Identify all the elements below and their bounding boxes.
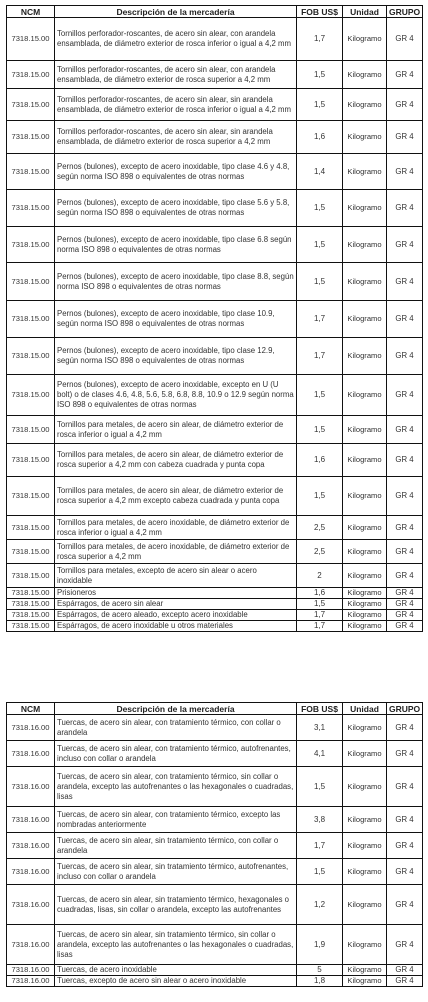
unit-cell: Kilogramo	[343, 621, 387, 632]
unit-cell: Kilogramo	[343, 767, 387, 807]
table-row	[7, 18, 423, 61]
ncm-cell: 7318.15.00	[7, 154, 55, 190]
group-cell: GR 4	[387, 588, 423, 599]
ncm-cell: 7318.15.00	[7, 375, 55, 416]
table-row	[7, 621, 423, 632]
description-cell: Pernos (bulones), excepto de acero inoxidable, tipo clase 8.8, según norma ISO 898 o equivalentes de otras normas	[55, 263, 297, 301]
ncm-cell: 7318.16.00	[7, 833, 55, 859]
description-cell: Tuercas, de acero sin alear, sin tratamiento térmico, con collar o arandela	[55, 833, 297, 859]
group-cell: GR 4	[387, 121, 423, 154]
group-cell: GR 4	[387, 540, 423, 564]
unit-cell: Kilogramo	[343, 301, 387, 338]
description-cell: Tornillos para metales, de acero inoxidable, de diámetro exterior de rosca superior a 4,2 mm	[55, 540, 297, 564]
ncm-cell: 7318.16.00	[7, 925, 55, 965]
unit-cell: Kilogramo	[343, 540, 387, 564]
group-cell: GR 4	[387, 190, 423, 227]
fob-cell: 4,1	[297, 741, 343, 767]
unit-cell: Kilogramo	[343, 338, 387, 375]
table-row	[7, 807, 423, 833]
group-cell: GR 4	[387, 599, 423, 610]
ncm-cell: 7318.16.00	[7, 767, 55, 807]
unit-cell: Kilogramo	[343, 516, 387, 540]
table-row	[7, 885, 423, 925]
table-row	[7, 925, 423, 965]
fob-cell: 1,5	[297, 375, 343, 416]
fob-cell: 1,2	[297, 885, 343, 925]
description-cell: Tuercas, de acero sin alear, con tratamiento térmico, con collar o arandela	[55, 715, 297, 741]
group-cell: GR 4	[387, 477, 423, 516]
ncm-cell: 7318.15.00	[7, 190, 55, 227]
unit-cell: Kilogramo	[343, 715, 387, 741]
header-unidad: Unidad	[343, 703, 387, 715]
header-ncm: NCM	[7, 703, 55, 715]
ncm-cell: 7318.15.00	[7, 301, 55, 338]
group-cell: GR 4	[387, 807, 423, 833]
header-grupo: GRUPO	[387, 6, 423, 18]
table-row	[7, 89, 423, 121]
description-cell: Tuercas, de acero inoxidable	[55, 965, 297, 976]
ncm-cell: 7318.15.00	[7, 444, 55, 477]
ncm-cell: 7318.15.00	[7, 477, 55, 516]
description-cell: Pernos (bulones), excepto de acero inoxidable, tipo clase 12.9, según norma ISO 898 o equivalentes de otras normas	[55, 338, 297, 375]
fob-cell: 1,5	[297, 61, 343, 89]
fob-cell: 2,5	[297, 516, 343, 540]
table-row	[7, 859, 423, 885]
group-cell: GR 4	[387, 301, 423, 338]
fob-cell: 2,5	[297, 540, 343, 564]
ncm-cell: 7318.15.00	[7, 416, 55, 444]
group-cell: GR 4	[387, 227, 423, 263]
fob-cell: 1,6	[297, 121, 343, 154]
fob-cell: 1,5	[297, 89, 343, 121]
fob-cell: 1,8	[297, 976, 343, 987]
fob-cell: 1,5	[297, 190, 343, 227]
description-cell: Tornillos perforador-roscantes, de acero sin alear, con arandela ensamblada, de diámetro exterior de rosca superior a 4,2 mm	[55, 61, 297, 89]
ncm-cell: 7318.16.00	[7, 741, 55, 767]
fob-cell: 1,7	[297, 18, 343, 61]
ncm-table-7318-15	[6, 5, 423, 632]
unit-cell: Kilogramo	[343, 610, 387, 621]
table-row	[7, 301, 423, 338]
description-cell: Tornillos perforador-roscantes, de acero sin alear, con arandela ensamblada, de diámetro exterior de rosca inferior o igual a 4,2 mm	[55, 18, 297, 61]
unit-cell: Kilogramo	[343, 885, 387, 925]
table-row	[7, 540, 423, 564]
table-row	[7, 976, 423, 987]
unit-cell: Kilogramo	[343, 599, 387, 610]
description-cell: Pernos (bulones), excepto de acero inoxidable, tipo clase 10.9, según norma ISO 898 o equivalentes de otras normas	[55, 301, 297, 338]
table-row	[7, 741, 423, 767]
table-row	[7, 416, 423, 444]
unit-cell: Kilogramo	[343, 859, 387, 885]
unit-cell: Kilogramo	[343, 89, 387, 121]
fob-cell: 1,7	[297, 301, 343, 338]
description-cell: Pernos (bulones), excepto de acero inoxidable, tipo clase 6.8 según norma ISO 898 o equivalentes de otras normas	[55, 227, 297, 263]
ncm-cell: 7318.15.00	[7, 227, 55, 263]
description-cell: Tuercas, de acero sin alear, con tratamiento térmico, sin collar o arandela, excepto las autofrenantes o las hexagonales o cuadradas, lisas	[55, 767, 297, 807]
group-cell: GR 4	[387, 416, 423, 444]
table-row	[7, 767, 423, 807]
unit-cell: Kilogramo	[343, 976, 387, 987]
fob-cell: 1,5	[297, 416, 343, 444]
table-row	[7, 227, 423, 263]
table-row	[7, 965, 423, 976]
fob-cell: 5	[297, 965, 343, 976]
description-cell: Espárragos, de acero aleado, excepto acero inoxidable	[55, 610, 297, 621]
table-row	[7, 190, 423, 227]
description-cell: Prisioneros	[55, 588, 297, 599]
ncm-cell: 7318.15.00	[7, 621, 55, 632]
ncm-cell: 7318.15.00	[7, 121, 55, 154]
unit-cell: Kilogramo	[343, 416, 387, 444]
group-cell: GR 4	[387, 564, 423, 588]
unit-cell: Kilogramo	[343, 121, 387, 154]
ncm-cell: 7318.15.00	[7, 599, 55, 610]
group-cell: GR 4	[387, 375, 423, 416]
fob-cell: 1,5	[297, 263, 343, 301]
table-header-row	[7, 703, 423, 715]
fob-cell: 1,5	[297, 599, 343, 610]
ncm-cell: 7318.15.00	[7, 588, 55, 599]
fob-cell: 1,5	[297, 477, 343, 516]
header-unidad: Unidad	[343, 6, 387, 18]
ncm-cell: 7318.16.00	[7, 715, 55, 741]
group-cell: GR 4	[387, 925, 423, 965]
unit-cell: Kilogramo	[343, 588, 387, 599]
fob-cell: 3,8	[297, 807, 343, 833]
table-row	[7, 375, 423, 416]
table-row	[7, 477, 423, 516]
group-cell: GR 4	[387, 715, 423, 741]
table-row	[7, 610, 423, 621]
header-ncm: NCM	[7, 6, 55, 18]
group-cell: GR 4	[387, 859, 423, 885]
fob-cell: 1,9	[297, 925, 343, 965]
unit-cell: Kilogramo	[343, 61, 387, 89]
group-cell: GR 4	[387, 885, 423, 925]
unit-cell: Kilogramo	[343, 925, 387, 965]
table-row	[7, 833, 423, 859]
header-fob: FOB US$	[297, 6, 343, 18]
header-grupo: GRUPO	[387, 703, 423, 715]
table-row	[7, 61, 423, 89]
group-cell: GR 4	[387, 89, 423, 121]
ncm-cell: 7318.15.00	[7, 516, 55, 540]
table-row	[7, 516, 423, 540]
description-cell: Espárragos, de acero inoxidable u otros materiales	[55, 621, 297, 632]
unit-cell: Kilogramo	[343, 741, 387, 767]
unit-cell: Kilogramo	[343, 154, 387, 190]
ncm-cell: 7318.16.00	[7, 807, 55, 833]
ncm-cell: 7318.15.00	[7, 61, 55, 89]
table-row	[7, 263, 423, 301]
ncm-cell: 7318.16.00	[7, 965, 55, 976]
group-cell: GR 4	[387, 516, 423, 540]
ncm-cell: 7318.16.00	[7, 976, 55, 987]
unit-cell: Kilogramo	[343, 375, 387, 416]
ncm-cell: 7318.16.00	[7, 859, 55, 885]
unit-cell: Kilogramo	[343, 190, 387, 227]
fob-cell: 1,5	[297, 767, 343, 807]
ncm-cell: 7318.15.00	[7, 564, 55, 588]
description-cell: Pernos (bulones), excepto de acero inoxidable, tipo clase 5.6 y 5.8, según norma ISO 898 o equivalentes de otras normas	[55, 190, 297, 227]
ncm-cell: 7318.15.00	[7, 18, 55, 61]
fob-cell: 3,1	[297, 715, 343, 741]
header-descripcion: Descripción de la mercadería	[55, 703, 297, 715]
table-row	[7, 154, 423, 190]
group-cell: GR 4	[387, 338, 423, 375]
ncm-cell: 7318.16.00	[7, 885, 55, 925]
fob-cell: 1,7	[297, 610, 343, 621]
group-cell: GR 4	[387, 767, 423, 807]
ncm-cell: 7318.15.00	[7, 263, 55, 301]
description-cell: Tuercas, de acero sin alear, sin tratamiento térmico, autofrenantes, incluso con collar o arandela	[55, 859, 297, 885]
description-cell: Tornillos para metales, excepto de acero sin alear o acero inoxidable	[55, 564, 297, 588]
fob-cell: 1,6	[297, 444, 343, 477]
description-cell: Pernos (bulones), excepto de acero inoxidable, tipo clase 4.6 y 4.8, según norma ISO 898 o equivalentes de otras normas	[55, 154, 297, 190]
description-cell: Tornillos perforador-roscantes, de acero sin alear, sin arandela ensamblada, de diámetro exterior de rosca superior a 4,2 mm	[55, 121, 297, 154]
group-cell: GR 4	[387, 18, 423, 61]
unit-cell: Kilogramo	[343, 807, 387, 833]
group-cell: GR 4	[387, 61, 423, 89]
ncm-cell: 7318.15.00	[7, 540, 55, 564]
group-cell: GR 4	[387, 741, 423, 767]
description-cell: Tuercas, de acero sin alear, sin tratamiento térmico, sin collar o arandela, excepto las autofrenantes o las hexagonales o cuadradas, lisas	[55, 925, 297, 965]
group-cell: GR 4	[387, 263, 423, 301]
fob-cell: 1,4	[297, 154, 343, 190]
table-row	[7, 444, 423, 477]
description-cell: Tornillos para metales, de acero inoxidable, de diámetro exterior de rosca inferior o igual a 4,2 mm	[55, 516, 297, 540]
table-row	[7, 715, 423, 741]
fob-cell: 1,5	[297, 227, 343, 263]
fob-cell: 1,6	[297, 588, 343, 599]
fob-cell: 1,7	[297, 338, 343, 375]
description-cell: Espárragos, de acero sin alear	[55, 599, 297, 610]
table-header-row	[7, 6, 423, 18]
table-row	[7, 338, 423, 375]
unit-cell: Kilogramo	[343, 18, 387, 61]
ncm-cell: 7318.15.00	[7, 610, 55, 621]
unit-cell: Kilogramo	[343, 227, 387, 263]
unit-cell: Kilogramo	[343, 477, 387, 516]
description-cell: Pernos (bulones), excepto de acero inoxidable, excepto en U (U bolt) o de clases 4.6, 4.8, 5.6, 5.8, 6.8, 8.8, 10.9 o 12.9 según norma ISO 898 o equivalentes de otras normas	[55, 375, 297, 416]
description-cell: Tuercas, de acero sin alear, sin tratamiento térmico, hexagonales o cuadradas, lisas, sin collar o arandela, excepto las autofrenantes	[55, 885, 297, 925]
group-cell: GR 4	[387, 621, 423, 632]
unit-cell: Kilogramo	[343, 564, 387, 588]
fob-cell: 1,5	[297, 859, 343, 885]
ncm-cell: 7318.15.00	[7, 89, 55, 121]
header-fob: FOB US$	[297, 703, 343, 715]
table-row	[7, 121, 423, 154]
unit-cell: Kilogramo	[343, 965, 387, 976]
description-cell: Tornillos para metales, de acero sin alear, de diámetro exterior de rosca superior a 4,2 mm con cabeza cuadrada y punta copa	[55, 444, 297, 477]
description-cell: Tuercas, de acero sin alear, con tratamiento térmico, excepto las nombradas anteriormente	[55, 807, 297, 833]
description-cell: Tuercas, excepto de acero sin alear o acero inoxidable	[55, 976, 297, 987]
group-cell: GR 4	[387, 965, 423, 976]
ncm-cell: 7318.15.00	[7, 338, 55, 375]
group-cell: GR 4	[387, 154, 423, 190]
table-row	[7, 564, 423, 588]
unit-cell: Kilogramo	[343, 444, 387, 477]
group-cell: GR 4	[387, 976, 423, 987]
description-cell: Tuercas, de acero sin alear, con tratamiento térmico, autofrenantes, incluso con collar o arandela	[55, 741, 297, 767]
description-cell: Tornillos para metales, de acero sin alear, de diámetro exterior de rosca inferior o igual a 4,2 mm	[55, 416, 297, 444]
header-descripcion: Descripción de la mercadería	[55, 6, 297, 18]
group-cell: GR 4	[387, 833, 423, 859]
unit-cell: Kilogramo	[343, 263, 387, 301]
fob-cell: 1,7	[297, 833, 343, 859]
description-cell: Tornillos perforador-roscantes, de acero sin alear, sin arandela ensamblada, de diámetro exterior de rosca inferior o igual a 4,2 mm	[55, 89, 297, 121]
fob-cell: 1,7	[297, 621, 343, 632]
group-cell: GR 4	[387, 610, 423, 621]
table-row	[7, 588, 423, 599]
ncm-table-7318-16	[6, 702, 423, 987]
description-cell: Tornillos para metales, de acero sin alear, de diámetro exterior de rosca superior a 4,2 mm excepto cabeza cuadrada y punta copa	[55, 477, 297, 516]
fob-cell: 2	[297, 564, 343, 588]
group-cell: GR 4	[387, 444, 423, 477]
unit-cell: Kilogramo	[343, 833, 387, 859]
table-row	[7, 599, 423, 610]
